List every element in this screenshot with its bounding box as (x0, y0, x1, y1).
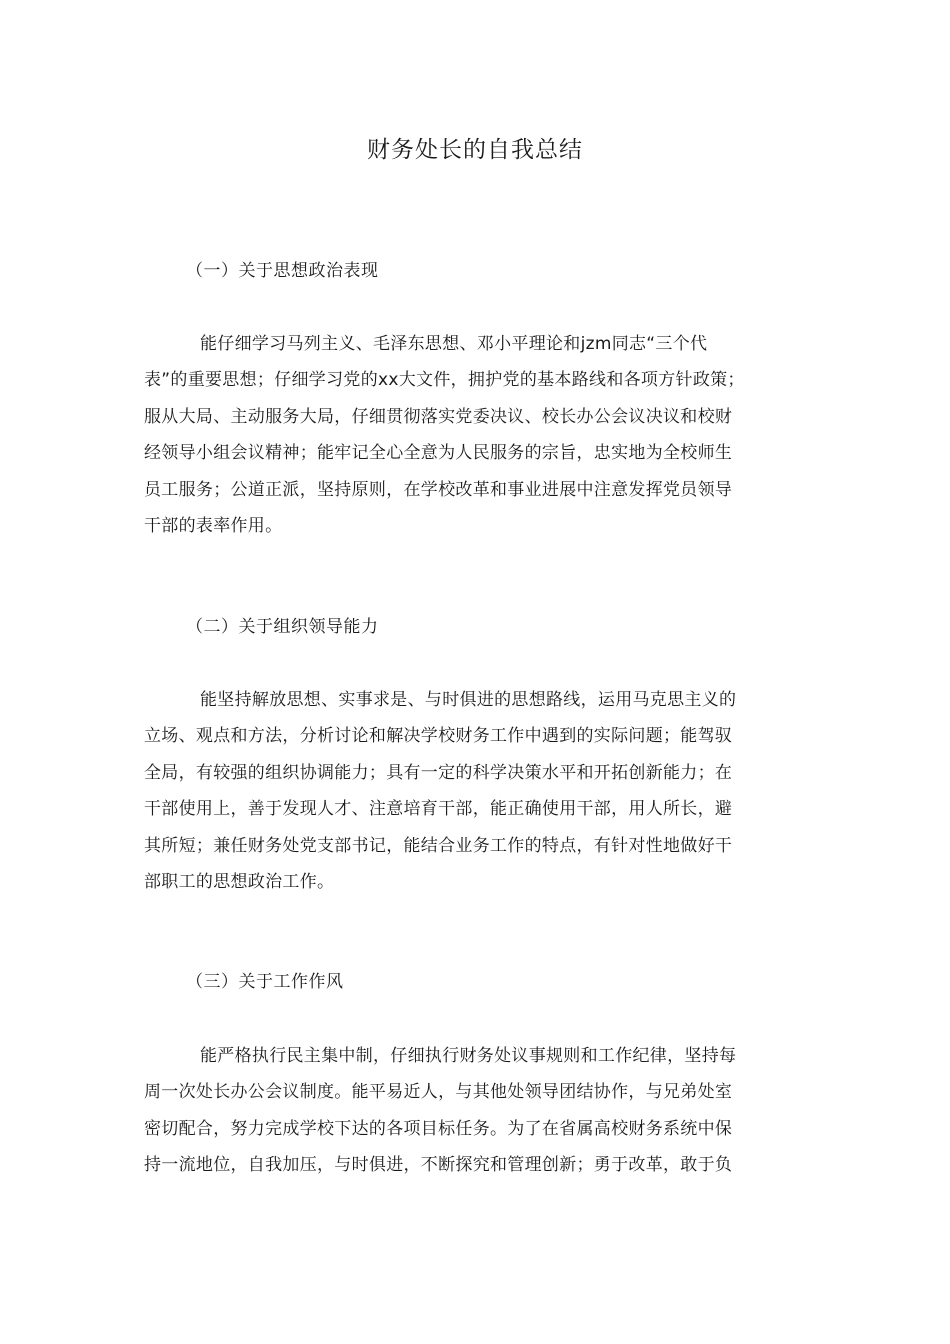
paragraph-line: 经领导小组会议精神；能牢记全心全意为人民服务的宗旨，忠实地为全校师生 (144, 443, 733, 464)
paragraph-line: 员工服务；公道正派，坚持原则，在学校改革和事业进展中注意发挥党员领导 (144, 479, 733, 500)
paragraph-line: 能坚持解放思想、实事求是、与时俱进的思想路线，运用马克思主义的 (200, 690, 737, 710)
paragraph-line: 能严格执行民主集中制，仔细执行财务处议事规则和工作纪律，坚持每 (200, 1046, 737, 1066)
section-heading-2: （二）关于组织领导能力 (186, 617, 379, 637)
section-heading-3: （三）关于工作作风 (186, 972, 344, 992)
paragraph-line: 部职工的思想政治工作。 (144, 872, 335, 893)
paragraph-line: 干部的表率作用。 (144, 516, 283, 537)
paragraph-line: 周一次处长办公会议制度。能平易近人，与其他处领导团结协作，与兄弟处室 (144, 1082, 733, 1103)
section-paragraph-2 (144, 682, 809, 900)
section-paragraph-3 (144, 1038, 809, 1184)
paragraph-line: 其所短；兼任财务处党支部书记，能结合业务工作的特点，有针对性地做好干 (144, 835, 733, 856)
section-heading-1: （一）关于思想政治表现 (186, 261, 379, 281)
paragraph-line: 持一流地位，自我加压，与时俱进，不断探究和管理创新；勇于改革，敢于负 (144, 1155, 733, 1176)
paragraph-line: 表”的重要思想；仔细学习党的xx大文件，拥护党的基本路线和各项方针政策； (144, 370, 745, 391)
paragraph-line: 密切配合，努力完成学校下达的各项目标任务。为了在省属高校财务系统中保 (144, 1118, 733, 1139)
paragraph-line: 干部使用上，善于发现人才、注意培育干部，能正确使用干部，用人所长，避 (144, 799, 733, 820)
section-paragraph-1 (144, 326, 809, 544)
paragraph-line: 服从大局、主动服务大局，仔细贯彻落实党委决议、校长办公会议决议和校财 (144, 406, 733, 427)
paragraph-line: 立场、观点和方法，分析讨论和解决学校财务工作中遇到的实际问题；能驾驭 (144, 726, 733, 747)
paragraph-line: 全局，有较强的组织协调能力；具有一定的科学决策水平和开拓创新能力；在 (144, 762, 733, 783)
paragraph-line: 能仔细学习马列主义、毛泽东思想、邓小平理论和jzm同志“三个代 (200, 334, 708, 354)
document-title: 财务处长的自我总结 (367, 137, 583, 163)
